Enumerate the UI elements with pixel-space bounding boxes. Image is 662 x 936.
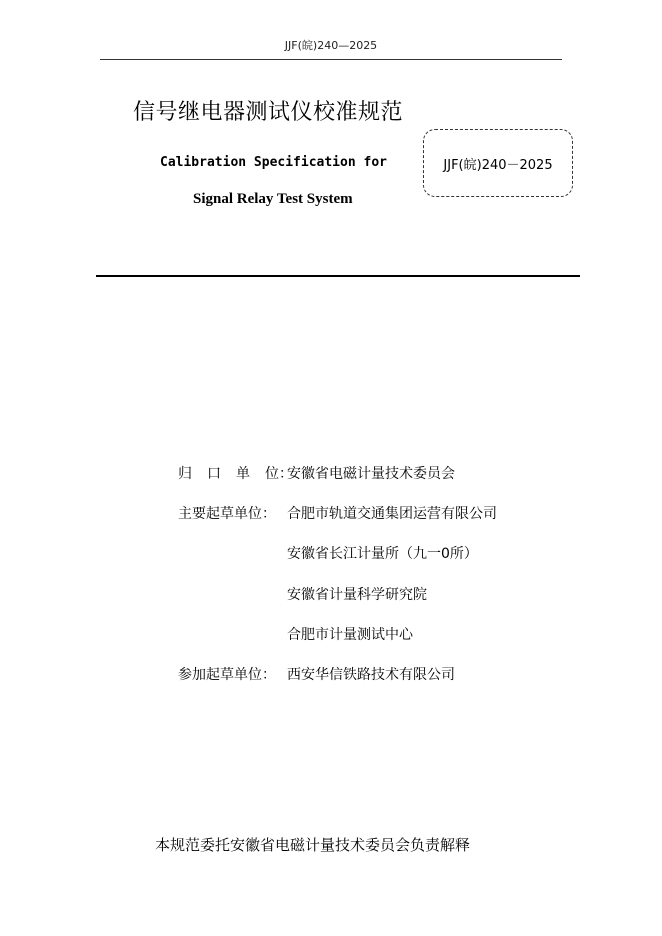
responsible-unit-row — [0, 463, 662, 483]
main-divider — [96, 275, 580, 277]
header-standard-code: JJF(皖)240—2025 — [284, 39, 378, 52]
responsible-unit-value: 安徽省电磁计量技术委员会 — [287, 466, 455, 482]
main-drafting-label: 主要起草单位： — [178, 506, 276, 522]
title-english-line-2: Signal Relay Test System — [193, 191, 353, 207]
main-drafting-row — [0, 543, 662, 563]
label-char: 位： — [265, 466, 293, 482]
main-drafting-row — [0, 624, 662, 644]
main-drafting-row — [0, 503, 662, 523]
main-drafting-value: 合肥市轨道交通集团运营有限公司 — [287, 506, 497, 522]
responsible-unit-label — [178, 463, 293, 483]
participating-drafting-value: 西安华信铁路技术有限公司 — [287, 667, 455, 683]
interpretation-note: 本规范委托安徽省电磁计量技术委员会负责解释 — [155, 836, 471, 854]
participating-drafting-row — [0, 664, 662, 684]
header-divider — [100, 59, 562, 60]
main-drafting-value: 合肥市计量测试中心 — [287, 627, 413, 643]
standard-code-box — [423, 129, 573, 197]
main-drafting-row — [0, 584, 662, 604]
main-drafting-value: 安徽省长江计量所（九一0所） — [287, 546, 478, 562]
title-english-line-1: Calibration Specification for — [160, 155, 387, 170]
participating-drafting-label: 参加起草单位： — [178, 667, 276, 683]
standard-code-text: JJF(皖)240－2025 — [443, 157, 553, 173]
label-char: 归 — [178, 466, 192, 482]
title-chinese: 信号继电器测试仪校准规范 — [133, 100, 404, 125]
label-char: 口 — [207, 466, 221, 482]
label-char: 单 — [236, 466, 250, 482]
main-drafting-value: 安徽省计量科学研究院 — [287, 587, 427, 603]
